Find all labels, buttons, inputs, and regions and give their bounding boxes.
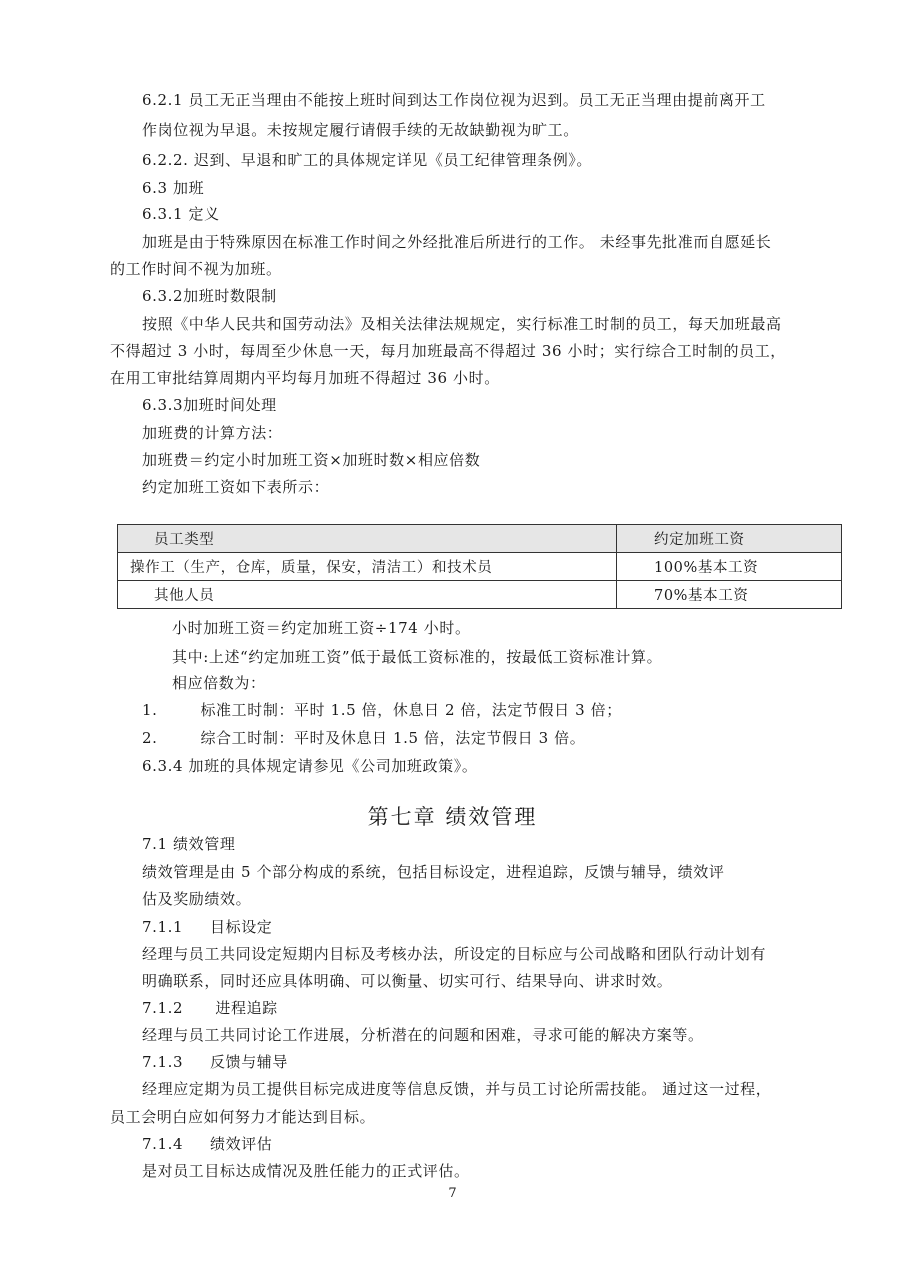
paragraph-line: 作岗位视为早退。未按规定履行请假手续的无故缺勤视为旷工。: [142, 121, 579, 139]
table-header-cell: 约定加班工资: [617, 525, 842, 553]
section-heading: 6.3.1 定义: [142, 205, 220, 223]
paragraph-line: 员工会明白应如何努力才能达到目标。: [110, 1108, 376, 1126]
list-item: 2. 综合工时制：平时及休息日 1.5 倍，法定节假日 3 倍。: [142, 729, 586, 747]
section-heading: 7.1.2 进程追踪: [142, 999, 278, 1017]
paragraph-line: 按照《中华人民共和国劳动法》及相关法律法规规定，实行标准工时制的员工，每天加班最高: [142, 315, 782, 333]
table-cell: 100%基本工资: [617, 553, 842, 581]
paragraph-line: 明确联系，同时还应具体明确、可以衡量、切实可行、结果导向、讲求时效。: [142, 972, 673, 990]
paragraph-line: 加班是由于特殊原因在标准工作时间之外经批准后所进行的工作。 未经事先批准而自愿延长: [142, 233, 772, 251]
section-heading: 7.1 绩效管理: [142, 835, 236, 853]
paragraph-line: 估及奖励绩效。: [142, 890, 252, 908]
paragraph-line: 是对员工目标达成情况及胜任能力的正式评估。: [142, 1162, 470, 1180]
overtime-pay-table: [117, 524, 842, 609]
section-heading: 6.3.4 加班的具体规定请参见《公司加班政策》。: [142, 757, 478, 775]
paragraph-line: 约定加班工资如下表所示：: [142, 478, 330, 496]
paragraph-line: 经理与员工共同讨论工作进展，分析潜在的问题和困难，寻求可能的解决方案等。: [142, 1026, 704, 1044]
chapter-title: 第七章 绩效管理: [367, 805, 538, 829]
page-number: 7: [448, 1186, 457, 1201]
paragraph-line: 在用工审批结算周期内平均每月加班不得超过 36 小时。: [110, 369, 500, 387]
paragraph-line: 相应倍数为：: [172, 674, 266, 692]
formula-line: 加班费＝约定小时加班工资×加班时数×相应倍数: [142, 451, 481, 469]
paragraph-line: 其中:上述“约定加班工资”低于最低工资标准的，按最低工资标准计算。: [172, 648, 663, 666]
section-heading: 7.1.4 绩效评估: [142, 1135, 273, 1153]
paragraph-line: 经理应定期为员工提供目标完成进度等信息反馈，并与员工讨论所需技能。 通过这一过程，: [142, 1080, 772, 1098]
section-heading: 6.2.2. 迟到、早退和旷工的具体规定详见《员工纪律管理条例》。: [142, 151, 593, 169]
section-heading: 7.1.3 反馈与辅导: [142, 1053, 289, 1071]
section-heading: 7.1.1 目标设定: [142, 918, 273, 936]
table-header-row: [118, 525, 842, 553]
formula-line: 小时加班工资＝约定加班工资÷174 小时。: [172, 619, 471, 637]
table-cell: 70%基本工资: [617, 581, 842, 609]
list-item: 1. 标准工时制：平时 1.5 倍，休息日 2 倍，法定节假日 3 倍；: [142, 701, 622, 719]
section-heading: 6.3.2加班时数限制: [142, 287, 277, 305]
paragraph-line: 6.2.1 员工无正当理由不能按上班时间到达工作岗位视为迟到。员工无正当理由提前离开工: [142, 91, 766, 109]
paragraph-line: 经理与员工共同设定短期内目标及考核办法，所设定的目标应与公司战略和团队行动计划有: [142, 945, 767, 963]
section-heading: 6.3.3加班时间处理: [142, 396, 277, 414]
paragraph-line: 加班费的计算方法：: [142, 424, 283, 442]
table-header-cell: 员工类型: [118, 525, 617, 553]
paragraph-line: 不得超过 3 小时，每周至少休息一天，每月加班最高不得超过 36 小时；实行综合工时制的员工，: [110, 342, 786, 360]
table-row: [118, 581, 842, 609]
table-row: [118, 553, 842, 581]
paragraph-line: 绩效管理是由 5 个部分构成的系统，包括目标设定，进程追踪，反馈与辅导，绩效评: [142, 863, 725, 881]
paragraph-line: 的工作时间不视为加班。: [110, 260, 282, 278]
section-heading: 6.3 加班: [142, 179, 205, 197]
table-cell: 操作工（生产，仓库，质量，保安，清洁工）和技术员: [118, 553, 617, 581]
table-cell: 其他人员: [118, 581, 617, 609]
